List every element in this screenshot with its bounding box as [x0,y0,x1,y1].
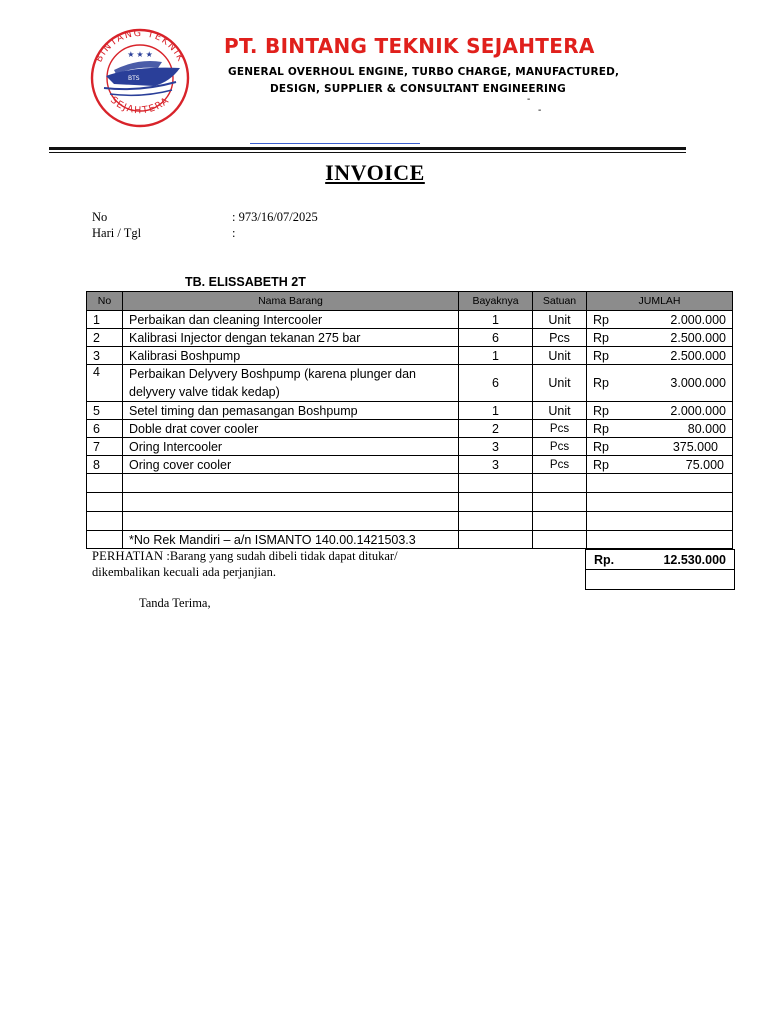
ship-logo-icon [84,22,196,128]
row-quantity: 1 [459,347,533,365]
row-no: 4 [87,365,123,402]
header-total: JUMLAH [587,292,733,311]
row-unit: Unit [533,365,587,402]
row-currency: Rp [593,457,609,472]
row-currency: Rp [593,376,609,390]
row-item-name: Doble drat cover cooler [123,420,459,438]
notice-label: PERHATIAN [92,549,164,563]
row-amount: 2.000.000 [670,403,726,418]
row-quantity: 1 [459,402,533,420]
row-item-name: Perbaikan Delyvery Boshpump (karena plunger dan delyvery valve tidak kedap) [123,365,459,402]
grand-total-currency: Rp. [594,552,615,567]
row-item-name: Oring cover cooler [123,456,459,474]
table-row [87,420,733,438]
vessel-name: TB. ELISSABETH 2T [185,275,306,289]
row-unit: Unit [533,402,587,420]
row-currency: Rp [593,330,609,345]
row-total [587,402,733,420]
row-total [587,438,733,456]
row-unit: Unit [533,311,587,329]
row-quantity: 2 [459,420,533,438]
row-currency: Rp [593,439,609,454]
row-no: 6 [87,420,123,438]
logo-text-bottom: SEJAHTERA [108,94,172,117]
row-quantity: 3 [459,438,533,456]
row-item-name: Oring Intercooler [123,438,459,456]
row-quantity: 6 [459,365,533,402]
row-total [587,456,733,474]
svg-text:SEJAHTERA [108,95,172,117]
row-total [587,365,733,402]
grand-total-empty-row [586,570,735,590]
received-by-label: Tanda Terima, [139,596,211,610]
invoice-date-label: Hari / Tgl [92,226,142,240]
row-amount: 2.500.000 [670,330,726,345]
row-amount: 2.000.000 [670,312,726,327]
notice-text: :Barang yang sudah dibeli tidak dapat ditukar/ dikembalikan kecuali ada perjanjian. [92,549,398,579]
logo-text-top: BINTANG TEKNIK [93,27,187,65]
header-divider-thick [49,147,686,150]
row-amount: 80.000 [687,421,726,436]
svg-text:★ ★ ★: ★ ★ ★ [127,50,153,59]
row-no: 1 [87,311,123,329]
row-item-name: Perbaikan dan cleaning Intercooler [123,311,459,329]
notice [92,548,462,580]
company-tagline-line-2: DESIGN, SUPPLIER & CONSULTANT ENGINEERING [270,83,566,95]
table-row-empty [87,512,733,531]
company-logo [84,22,196,128]
invoice-title: INVOICE [325,160,425,185]
row-unit: Pcs [533,438,587,456]
table-row [87,329,733,347]
row-currency: Rp [593,421,609,436]
row-amount: 375.000 [672,439,718,454]
row-quantity: 1 [459,311,533,329]
company-name: PT. BINTANG TEKNIK SEJAHTERA [224,34,595,58]
row-unit: Pcs [533,329,587,347]
table-header-row [87,292,733,311]
row-item-name: Kalibrasi Boshpump [123,347,459,365]
invoice-items-table [86,291,733,549]
grand-total-amount: 12.530.000 [663,552,726,567]
header-no: No [87,292,123,311]
dash-mark: - [527,94,531,105]
row-unit: Pcs [533,456,587,474]
grand-total-row [586,550,735,570]
row-unit: Pcs [533,420,587,438]
bank-account-note: *No Rek Mandiri – a/n ISMANTO 140.00.1421503.3 [123,531,459,549]
row-total [587,347,733,365]
row-total [587,311,733,329]
header-item-name: Nama Barang [123,292,459,311]
table-row [87,311,733,329]
row-no: 2 [87,329,123,347]
row-quantity: 3 [459,456,533,474]
invoice-number-value: : 973/16/07/2025 [232,210,318,224]
row-no: 8 [87,456,123,474]
row-amount: 3.000.000 [670,376,726,390]
table-row [87,402,733,420]
invoice-number-label: No [92,210,108,224]
table-row [87,347,733,365]
row-unit: Unit [533,347,587,365]
table-row [87,438,733,456]
company-tagline-line-1: GENERAL OVERHOUL ENGINE, TURBO CHARGE, MANUFACTURED, [228,66,620,78]
table-row [87,365,733,402]
table-row-empty [87,493,733,512]
header-quantity: Bayaknya [459,292,533,311]
logo-badge: BTS [128,75,140,82]
row-total [587,420,733,438]
row-currency: Rp [593,403,609,418]
dash-mark: - [538,105,542,116]
row-currency: Rp [593,312,609,327]
row-currency: Rp [593,348,609,363]
row-item-name: Kalibrasi Injector dengan tekanan 275 bar [123,329,459,347]
invoice-date-value: : [232,226,236,240]
row-item-name: Setel timing dan pemasangan Boshpump [123,402,459,420]
row-total [587,329,733,347]
row-quantity: 6 [459,329,533,347]
row-amount: 2.500.000 [670,348,726,363]
grand-total-box [585,549,735,590]
table-row-bank-note [87,531,733,549]
row-amount: 75.000 [685,457,724,472]
link-underline [250,143,420,144]
table-row-empty [87,474,733,493]
header-unit: Satuan [533,292,587,311]
row-no: 3 [87,347,123,365]
row-no: 5 [87,402,123,420]
row-no: 7 [87,438,123,456]
header-divider-thin [49,152,686,153]
table-row [87,456,733,474]
